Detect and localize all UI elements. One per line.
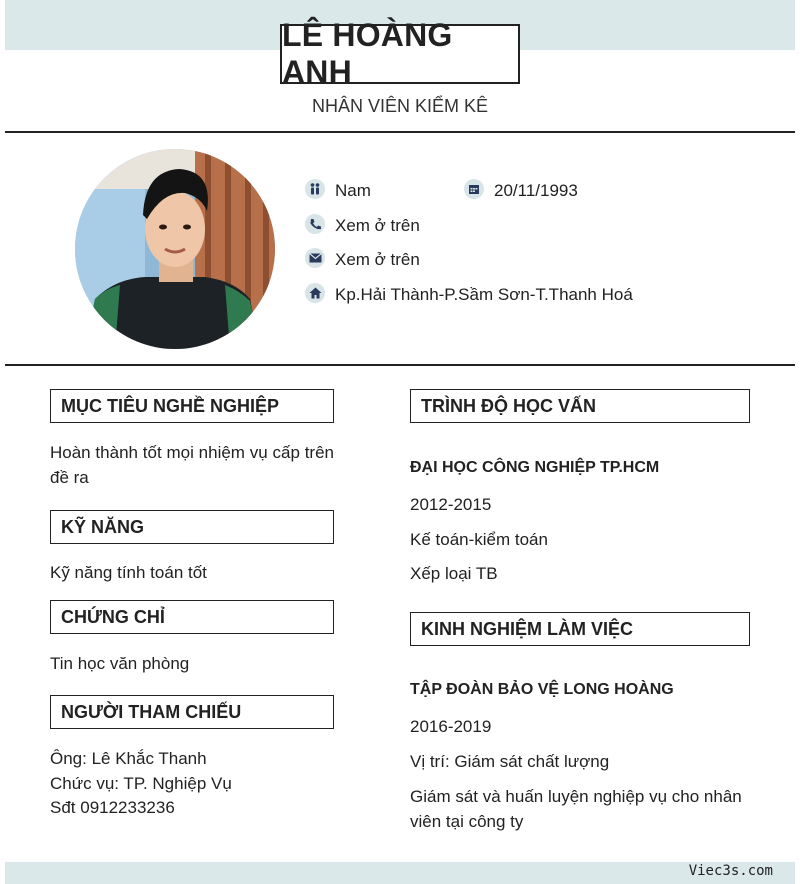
experience-description: Giám sát và huấn luyện nghiệp vụ cho nhân viên tại công ty: [410, 787, 742, 831]
gender-value: Nam: [335, 181, 371, 200]
reference-phone: Sđt 0912233236: [50, 798, 175, 817]
skills-title: KỸ NĂNG: [61, 516, 145, 537]
birthdate-value: 20/11/1993: [494, 181, 578, 200]
calendar-icon: [464, 179, 484, 199]
experience-title: KINH NGHIỆM LÀM VIỆC: [421, 618, 634, 639]
section-experience: [410, 612, 750, 646]
experience-company: TẬP ĐOÀN BẢO VỆ LONG HOÀNG: [410, 681, 674, 698]
section-references: [50, 695, 334, 729]
education-years: 2012-2015: [410, 495, 492, 514]
name-box: [280, 17, 520, 90]
divider-middle: [5, 364, 795, 366]
phone-value: Xem ở trên: [335, 216, 420, 235]
email-value: Xem ở trên: [335, 250, 420, 269]
phone-icon: [305, 214, 325, 234]
candidate-name: LÊ HOÀNG ANH: [282, 17, 453, 90]
gender-icon: [305, 179, 325, 199]
education-rank: Xếp loại TB: [410, 564, 498, 583]
reference-position: Chức vụ: TP. Nghiệp Vụ: [50, 774, 232, 793]
reference-name: Ông: Lê Khắc Thanh: [50, 749, 207, 768]
references-title: NGƯỜI THAM CHIẾU: [61, 701, 242, 722]
skills-text: Kỹ năng tính toán tốt: [50, 563, 207, 582]
objective-text: Hoàn thành tốt mọi nhiệm vụ cấp trên đề ra: [50, 443, 334, 487]
education-title: TRÌNH ĐỘ HỌC VẤN: [421, 395, 596, 416]
certificates-title: CHỨNG CHỈ: [61, 606, 165, 627]
divider-top: [5, 131, 795, 133]
email-icon: [305, 248, 325, 268]
profile-photo: [75, 149, 275, 349]
job-title: NHÂN VIÊN KIỂM KÊ: [311, 96, 489, 116]
brand-watermark: Viec3s.com: [688, 863, 773, 879]
home-icon: [305, 283, 325, 303]
section-skills: [50, 510, 334, 544]
experience-position: Vị trí: Giám sát chất lượng: [410, 752, 610, 771]
certificates-text: Tin học văn phòng: [50, 654, 190, 673]
education-major: Kế toán-kiểm toán: [410, 530, 548, 549]
objective-title: MỤC TIÊU NGHỀ NGHIỆP: [61, 395, 280, 416]
section-certificates: [50, 600, 334, 634]
bottom-band: [5, 862, 795, 884]
section-education: [410, 389, 750, 423]
education-school: ĐẠI HỌC CÔNG NGHIỆP TP.HCM: [410, 459, 660, 476]
section-objective: [50, 389, 334, 423]
experience-years: 2016-2019: [410, 717, 492, 736]
address-value: Kp.Hải Thành-P.Sầm Sơn-T.Thanh Hoá: [335, 285, 633, 304]
